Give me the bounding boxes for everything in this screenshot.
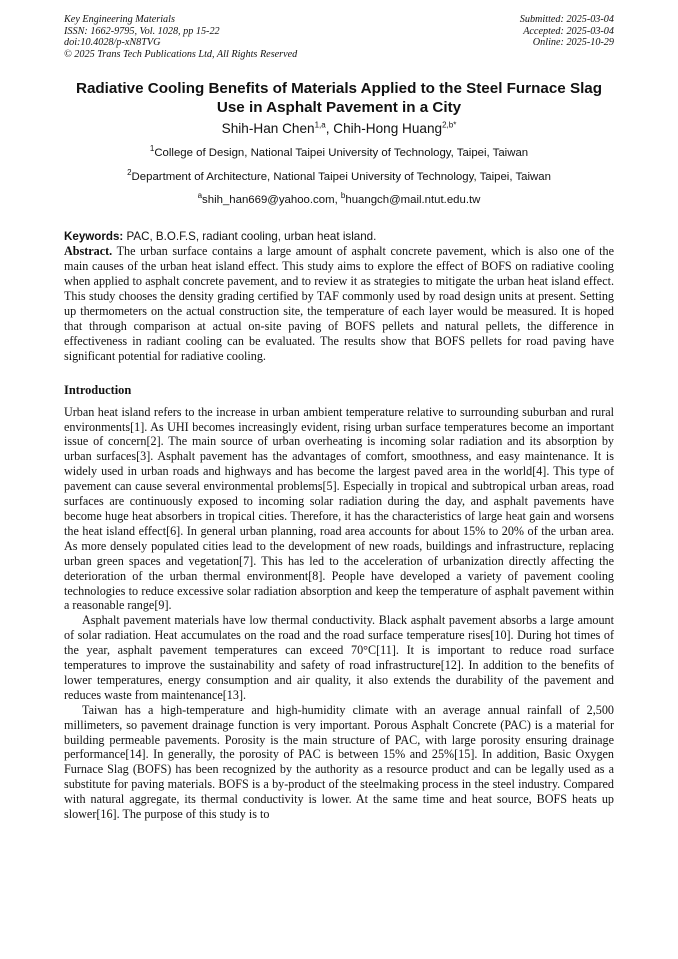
author-superscript: 2,b* — [442, 120, 457, 130]
email-superscript: b — [340, 191, 346, 201]
abstract — [64, 244, 614, 363]
author-name: Shih-Han Chen — [221, 121, 315, 137]
author-emails — [64, 193, 614, 207]
journal-name: Key Engineering Materials — [64, 14, 175, 25]
journal-doi: doi:10.4028/p-xN8TVG — [64, 37, 161, 49]
author-superscript: 1,a — [314, 120, 326, 130]
affiliation-superscript: 2 — [127, 168, 132, 178]
keywords-text: PAC, B.O.F.S, radiant cooling, urban heat island. — [123, 230, 377, 244]
paragraph: Urban heat island refers to the increase in urban ambient temperature relative to surrounding suburban and rural environments[1]. As UHI becomes increasingly evident, rising urban surface temperatures become an important issue of concern[2]. The main source of urban overheating is incoming solar radiation and its absorption by urban surfaces[3]. Asphalt pavement has the advantages of comfort, smoothness, and easy maintenance. It is widely used in urban roads and highways and has become the largest paved area in the world[4]. This type of pavement can cause several environmental problems[5]. Especially in tropical and subtropical urban areas, road surfaces are continuously exposed to incoming solar radiation during the day, and asphalt pavements have become huge heat absorbers in tropical cities. Therefore, it has the characteristics of large heat gain and worsens the heat island effect[6]. In general urban planning, road area accounts for about 15% to 20% of the urban area. As more densely populated cities lead to the development of new roads, buildings and infrastructure, replacing urban green spaces and vegetation[7]. This has led to the acceleration of urbanization directly affecting the deterioration of the urban thermal environment[8]. People have developed a variety of pavement cooling technologies to reduce excessive solar radiation absorption and keep the temperature of asphalt pavement within a reasonable range[9]. — [64, 404, 614, 613]
journal-info — [64, 14, 297, 60]
paragraph: Taiwan has a high-temperature and high-humidity climate with an average annual rainfall of 2,500 millimeters, so pavement drainage function is very important. Porous Asphalt Concrete (PAC) is a material for building permeable pavements. Porosity is the main structure of PAC, with large porosity ensuring drainage performance[14]. In generally, the porosity of PAC is between 15% and 25%[15]. In addition, Basic Oxygen Furnace Slag (BOFS) has been recognized by the authority as a resource product and can be legally used as a substitute for paving materials. BOFS is a by-product of the steelmaking process in the steel industry. Compared with natural aggregate, its thermal conductivity is lower. At the same time and heat source, BOFS heats up slower[16]. The purpose of this study is to — [64, 702, 614, 822]
abstract-label: Abstract. — [64, 244, 113, 259]
journal-issn: ISSN: 1662-9795, Vol. 1028, pp 15-22 — [64, 25, 220, 37]
journal-header — [64, 14, 614, 60]
section-heading: Introduction — [64, 382, 132, 397]
email-link[interactable]: huangch@mail.ntut.edu.tw — [345, 194, 481, 207]
affiliation — [64, 146, 614, 160]
publication-dates — [520, 14, 614, 60]
affiliation-text: Department of Architecture, National Taipei University of Technology, Taipei, Taiwan — [131, 171, 551, 184]
paragraph: Asphalt pavement materials have low thermal conductivity. Black asphalt pavement absorbs a large amount of solar radiation. Heat accumulates on the road and the road surface temperature rises[10]. During hot times of the year, asphalt pavement temperatures can exceed 70°C[11]. It is important to reduce road surface temperatures to improve the sustainability and safety of road infrastructure[12]. In addition to the benefits of lower temperatures, energy consumption and air quality, it also extends the durability of the pavement and reduces waste from maintenance[13]. — [64, 613, 614, 702]
affiliation-text: College of Design, National Taipei University of Technology, Taipei, Taiwan — [154, 147, 529, 160]
author-name: Chih-Hong Huang — [333, 121, 443, 137]
email-link[interactable]: shih_han669@yahoo.com, — [202, 194, 341, 207]
submitted-date: Submitted: 2025-03-04 — [519, 14, 614, 25]
keywords-label: Keywords: — [64, 230, 124, 244]
keywords — [64, 230, 614, 244]
paper-title: Radiative Cooling Benefits of Materials Applied to the Steel Furnace Slag Use in Asphalt Pavement in a City — [75, 80, 603, 117]
author-list — [64, 120, 614, 138]
affiliation — [64, 170, 614, 184]
accepted-date: Accepted: 2025-03-04 — [523, 25, 614, 37]
author-separator: , — [325, 121, 334, 137]
online-date: Online: 2025-10-29 — [532, 37, 614, 49]
affiliation-superscript: 1 — [149, 144, 155, 154]
journal-copyright: © 2025 Trans Tech Publications Ltd, All Rights Reserved — [64, 48, 298, 60]
abstract-text: The urban surface contains a large amount of asphalt concrete pavement, which is also one of the main causes of the urban heat island effect. This study aims to explore the effect of BOFS on radiative cooling when applied to asphalt concrete pavement, and to review it as strategies to mitigate the urban heat island effect. This study chooses the density grading certified by TAF commonly used by road design units at present. Setting up thermometers on the actual construction site, the temperature of each layer would be measured. It is hoped that through comparison at actual on-site paving of BOFS pellets and natural pellets, the difference in effectiveness in radiant cooling can be evaluated. The results show that BOFS pellets for road paving have significant potential for radiative cooling. — [64, 244, 614, 363]
email-superscript: a — [197, 191, 203, 201]
